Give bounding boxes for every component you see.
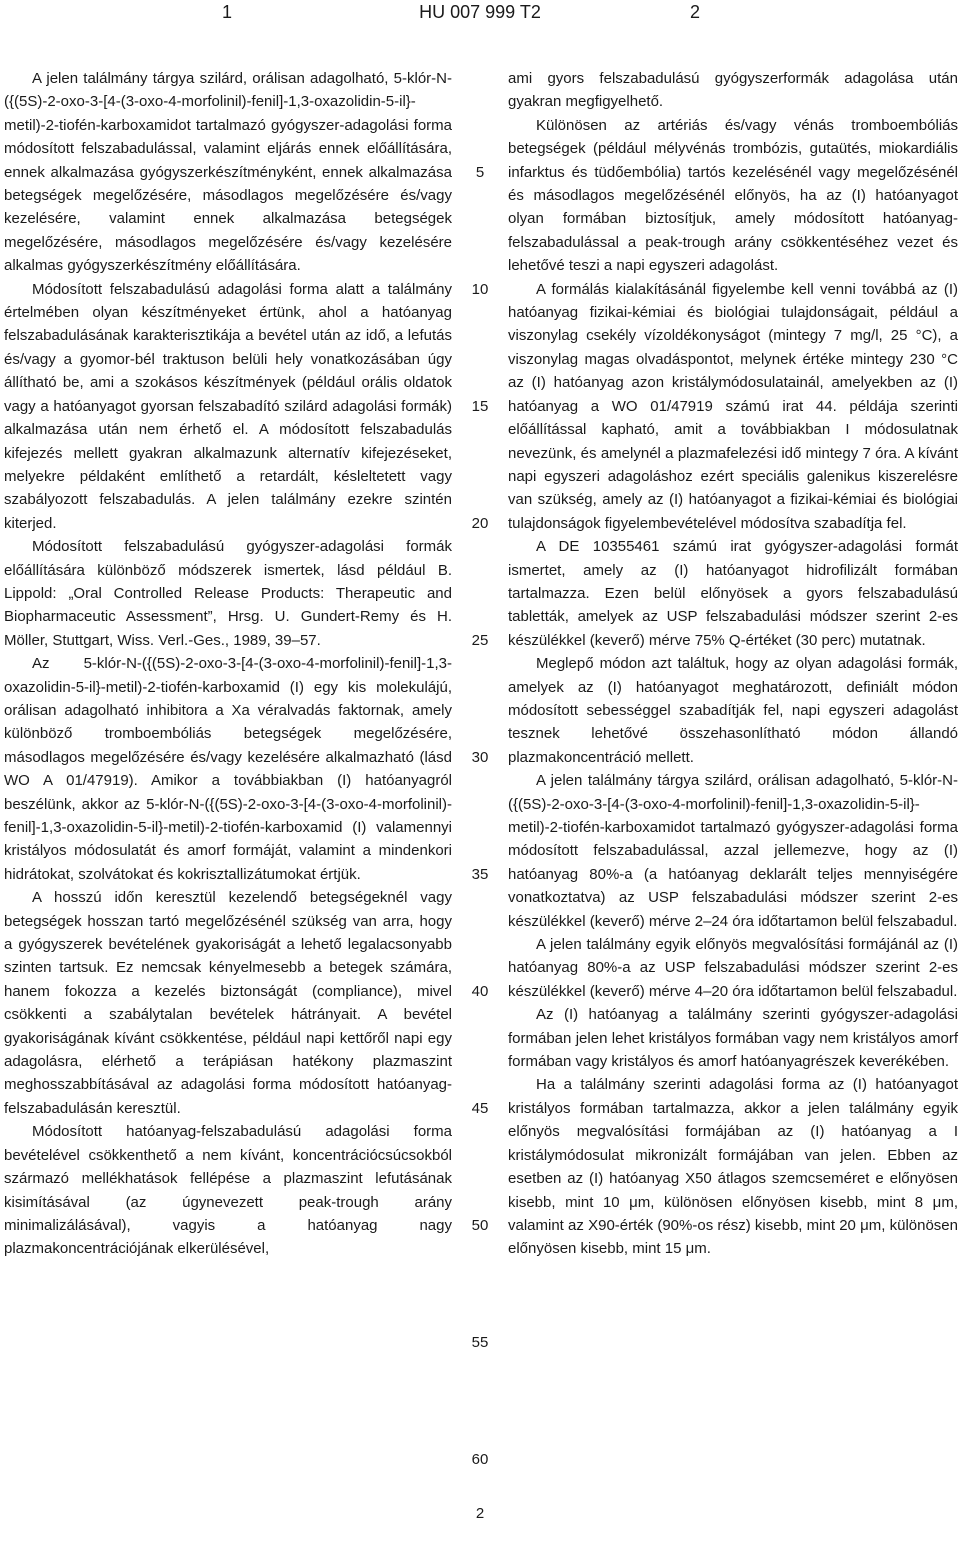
paragraph: A jelen találmány egyik előnyös megvalósítási formájánál az (I) hatóanyag 80%-a az USP felszabadulási módszer szerint 2-es készülékkel (keverő) mérve 4–20 óra időtartamon belül felszabadul.: [508, 936, 958, 1000]
paragraph: A jelen találmány tárgya szilárd, orálisan adagolható, 5-klór-N-({(5S)-2-oxo-3-[4-(3-oxo-4-morfolinil)-fenil]-1,3-oxazolidin-5-il}-metil)-2-tiofén-karboxamidot tartalmazó gyógyszer-adagolási forma módosított felszabadulással, valamint eljárás ennek előállítására, ennek alkalmazása gyógyszerkészítményként, ennek alkalmazása betegségek megelőzésére, másodlagos megelőzésére és/vagy kezelésére, valamint ennek alkalmazása betegségek megelőzésére, másodlagos megelőzésére és/vagy kezelésére alkalmas gyógyszerkészítmény előállítására.: [4, 70, 452, 275]
page-footer: [0, 1505, 960, 1522]
paragraph: Módosított hatóanyag-felszabadulású adagolási forma bevételével csökkenthető a nem kívánt, koncentrációcsúcsokból származó mellékhatások fellépése a plazmaszint lefutásának kisimításával (az úgynevezett peak-trough arány minimalizálásával), vagyis a hatóanyag nagy plazmakoncentrációjának elkerülésével,: [4, 1123, 452, 1258]
left-text-column: [4, 67, 452, 1261]
paragraph: A hosszú időn keresztül kezelendő betegségeknél vagy betegségek hosszan tartó megelőzésénél szükség van arra, hogy a gyógyszerek bevételének gyakoriságát a lehető legalacsonyabb szinten tartsuk. Ez nemcsak kényelmesebb a betegek számára, hanem fokozza a kezelés biztonságát (compliance), mivel csökkenti a szabálytalan bevételek hátrányait. A bevétel gyakoriságának kívánt csökkentése, például napi kettőről napi egy adagolásra, elérhető a terápiásan hatékony plazmaszint meghosszabbításával az adagolási forma módosított hatóanyag-felszabadulásán keresztül.: [4, 889, 452, 1117]
page-number-right: 2: [690, 2, 701, 22]
line-number: 45: [471, 1100, 489, 1117]
paragraph: Módosított felszabadulású adagolási forma alatt a találmány értelmében olyan készítményeket értünk, ahol a hatóanyag felszabadulásának karakterisztikája a bevétel után az idő, a lefutás és/vagy a gyomor-bél traktuson belüli hely vonatkozásában úgy állítható be, ami a szokásos készítmények (például orális oldatok vagy a hatóanyagot gyorsan felszabadító szilárd adagolási formák) alkalmazása után nem érhető el. A módosított felszabadulás kifejezés mellett gyakran alkalmazunk alternatív kifejezéseket, melyekre példaként említhető a retardált, késleltetett vagy szabályozott felszabadulás. A jelen találmány ezekre szintén kiterjed.: [4, 280, 452, 532]
page-number-left: 1: [222, 2, 233, 22]
paragraph: Ha a találmány szerinti adagolási forma az (I) hatóanyagot kristályos formában tartalmazza, akkor a jelen találmány egyik előnyös megvalósítási formájában az (I) hatóanyag a I kristálymódosulat mikronizált formájában van jelen. Ebben az esetben az (I) hatóanyag X50 átlagos szemcseméret e előnyösen kisebb, mint 10 μm, különösen előnyösen kisebb, mint 8 μm, valamint az X90-érték (90%-os rész) kisebb, mint 20 μm, különösen előnyösen kisebb, mint 15 μm.: [508, 1076, 958, 1258]
paragraph: A formálás kialakításánál figyelembe kell venni továbbá az (I) hatóanyag fizikai-kémiai és biológiai tulajdonságait, például a viszonylag csekély vízoldékonyságot (mintegy 7 mg/l, 25 °C), a viszonylag magas olvadáspontot, melynek értéke mintegy 230 °C az (I) hatóanyag azon kristálymódosulatainál, amelyekben az (I) hatóanyag a WO 01/47919 számú irat 44. példája szerinti előállítással kapható, amit a továbbiakban I módosulatnak nevezünk, és amelynél a plazmafelezési idő mintegy 7 óra. A kívánt napi egyszeri adagoláshoz ezért speciális galenikus kiszerelésre van szükség, amely az (I) hatóanyagot a fizikai-kémiai és biológiai tulajdonságok figyelembevételével módosítva szabadítja fel.: [508, 280, 958, 532]
line-number: 55: [471, 1334, 489, 1351]
line-number: 5: [475, 164, 485, 181]
line-number: 40: [471, 983, 489, 1000]
line-number: 20: [471, 515, 489, 532]
line-number: 10: [471, 281, 489, 298]
line-number: 15: [471, 398, 489, 415]
paragraph: A jelen találmány tárgya szilárd, orálisan adagolható, 5-klór-N-({(5S)-2-oxo-3-[4-(3-oxo-4-morfolinil)-fenil]-1,3-oxazolidin-5-il}-metil)-2-tiofén-karboxamidot tartalmazó gyógyszer-adagolási forma módosított felszabadulással, azzal jellemezve, hogy az (I) hatóanyag 80%-a (a hatóanyag deklarált teljes mennyiségére vonatkoztatva) az USP felszabadulási módszer szerint 2-es készülékkel (keverő) mérve 2–24 óra időtartamon belül felszabadul.: [508, 772, 958, 930]
paragraph: A DE 10355461 számú irat gyógyszer-adagolási formát ismertet, amely az (I) hatóanyagot hidrofilizált formában tartalmazza. Ezen belül előnyösek a gyors felszabadulású tabletták, amelyek az USP felszabadulási módszer szerint 2-es készülékkel (keverő) mérve 75% Q-értéket (30 perc) mutatnak.: [508, 538, 958, 649]
right-text-column: [508, 67, 958, 1261]
line-number: 25: [471, 632, 489, 649]
paragraph: Az (I) hatóanyag a találmány szerinti gyógyszer-adagolási formában jelen lehet kristályos formában vagy nem kristályos amorf formában vagy kristályos és amorf hatóanyagrészek keverékében.: [508, 1006, 958, 1071]
paragraph: Módosított felszabadulású gyógyszer-adagolási formák előállítására különböző módszerek ismertek, lásd például B. Lippold: „Oral Controlled Release Products: Therapeutic and Biopharmaceutic Assessment”, Hrsg. U. Gundert-Remy és H. Möller, Stuttgart, Wiss. Verl.-Ges., 1989, 39–57.: [4, 538, 452, 649]
line-number-gutter: [462, 0, 498, 1541]
document-id: HU 007 999 T2: [419, 2, 541, 22]
paragraph-continued: ami gyors felszabadulású gyógyszerformák adagolása után gyakran megfigyelhető.: [508, 70, 958, 111]
paragraph: Különösen az artériás és/vagy vénás tromboembóliás betegségek (például mélyvénás trombózis, gutaütés, miokardiális infarktus és tüdőembólia) tartós kezelésénél vagy megelőzésénél és másodlagos megelőzésénél előnyös, ha az (I) hatóanyagot olyan formában biztosítjuk, amely módosított hatóanyag-felszabadulással a peak-trough arány csökkentéséhez vezet és lehetővé teszi a napi egyszeri adagolást.: [508, 116, 958, 275]
line-number: 50: [471, 1217, 489, 1234]
line-number: 60: [471, 1451, 489, 1468]
line-number: 35: [471, 866, 489, 883]
line-number: 30: [471, 749, 489, 766]
paragraph: Az 5-klór-N-({(5S)-2-oxo-3-[4-(3-oxo-4-morfolinil)-fenil]-1,3-oxazolidin-5-il}-metil)-2-tiofén-karboxamid (I) egy kis molekulájú, orálisan adagolható inhibitora a Xa véralvadás faktornak, amely különböző tromboembóliás betegségek megelőzésére, másodlagos megelőzésére és/vagy kezelésére alkalmazható (lásd WO A 01/47919). Amikor a továbbiakban (I) hatóanyagról beszélünk, akkor az 5-klór-N-({(5S)-2-oxo-3-[4-(3-oxo-4-morfolinil)-fenil]-1,3-oxazolidin-5-il}-metil)-2-tiofén-karboxamid (I) valamennyi kristályos módosulatát és amorf formáját, valamint a mindenkori hidrátokat, szolvátokat és kokrisztallizátumokat értjük.: [4, 655, 452, 883]
paragraph: Meglepő módon azt találtuk, hogy az olyan adagolási formák, amelyek az (I) hatóanyagot meghatározott, definiált módon módosított sebességgel szabadítják fel, napi egyszeri adagolást tesznek lehetővé összehasonlítható módon állandó plazmakoncentráció mellett.: [508, 655, 958, 766]
footer-page-number: 2: [475, 1505, 485, 1522]
